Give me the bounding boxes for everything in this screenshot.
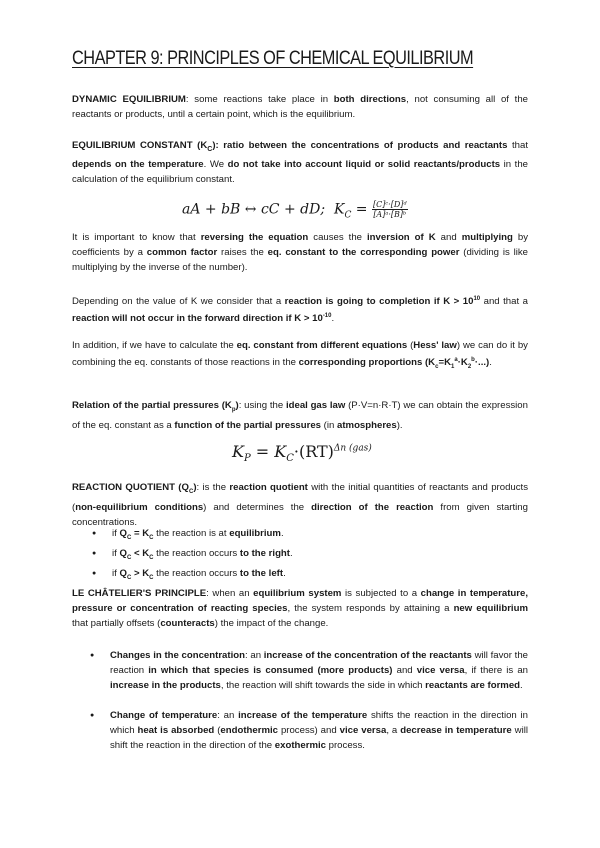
text: if [112,528,120,539]
text: process) and [278,725,340,736]
kc-subscript: C [286,453,294,465]
bold-text: increase in the products [110,680,221,691]
equals-sign: = [355,201,368,218]
bold-text: common factor [146,247,218,258]
bold-text: Relation of the partial pressures (K [72,400,232,411]
dynamic-term: DYNAMIC EQUILIBRIUM [72,94,186,105]
bold-text: reversing the equation [200,232,309,243]
bold-text: decrease in temperature [400,725,512,736]
text: from given starting concentrations. [72,501,528,528]
bold-text: Changes in the concentration [110,650,245,661]
equilibrium-constant-paragraph [72,138,528,187]
bold-text: non-equilibrium conditions [75,501,204,513]
rt-term: ·(RT) [293,442,334,461]
bold-text: < K [131,547,150,559]
text: that [507,140,529,151]
le-chatelier-paragraph [72,586,528,631]
text: Depending on the value of K we consider that a [72,296,285,308]
completion-paragraph [72,292,528,326]
text: causes the [308,232,368,243]
text: , the reaction will shift towards the side in which [220,680,426,691]
bold-text: ) [193,482,197,493]
bold-text: > K [131,567,150,579]
text: ) and determines the [203,501,312,513]
subscript: p [231,406,236,413]
text: if [112,547,120,559]
text: ). [396,419,403,431]
bold-text: ·...) [474,357,490,369]
bold-text: Change of temperature [110,710,218,721]
list-item [92,526,512,546]
bold-text: exothermic [274,740,326,751]
text: will favor the reaction [110,650,528,676]
constant-term: EQUILIBRIUM CONSTANT (K [72,140,208,151]
list-item [92,546,512,566]
bold-text: to the right [239,547,290,559]
subscript: 1 [451,364,455,371]
text: (in [321,419,338,431]
list-item [90,708,528,753]
superscript: -10 [322,313,332,320]
bold-text: new equilibrium [453,603,528,614]
text: . [280,528,284,539]
text: ( [214,725,221,736]
text: process. [325,740,365,751]
subscript: C [149,534,154,541]
bold-text: increase of the temperature [238,710,368,721]
subscript: 2 [467,364,472,371]
text: : when an [206,588,254,599]
text: shifts the reaction in the direction in which [110,710,528,736]
text: . [331,313,335,325]
subscript: C [207,145,213,153]
bold-text: both directions [333,94,407,105]
bold-text: Hess' law [413,340,457,351]
bold-text: Q [119,528,127,539]
superscript: a [454,357,458,363]
subscript: c [435,364,439,371]
bold-text: REACTION QUOTIENT (Q [72,482,189,493]
bold-text: in which that species is consumed (more products) [148,665,393,676]
superscript: b [471,357,475,363]
text: with the initial quantities of reactants and products ( [72,482,528,513]
kp-symbol: K [232,442,244,461]
bold-text: multiplying [461,232,513,243]
subscript: C [126,554,132,561]
bold-text: =K [438,357,451,369]
bold-text: corresponding proportions (K [298,357,436,369]
bold-text: vice versa [416,665,465,676]
bold-text: function of the partial pressures [174,419,322,431]
text: : some reactions take place in [185,94,334,105]
text: is subjected to a [341,588,421,599]
chapter-title: CHAPTER 9: PRINCIPLES OF CHEMICAL EQUILIBRIUM [72,48,474,69]
text: (dividing is like multiplying by the inverse of the number). [72,247,528,273]
bold-text: inversion of K [367,232,436,243]
text: in the calculation of the equilibrium constant. [72,158,529,185]
bold-text: ·K [457,357,468,369]
text: by coefficients by a [72,232,528,258]
bold-text: change in temperature, pressure or concentration of reacting species [72,588,529,614]
text: and that a [480,296,528,308]
text: . [489,357,492,369]
text: : an [217,710,239,721]
reversing-paragraph [72,230,528,275]
text: ) the impact of the change. [214,618,329,629]
text: that partially offsets ( [72,618,161,629]
concentration-fraction [372,200,408,219]
text: . [520,680,523,691]
bold-text: do not take into account liquid or solid reactants/products [227,158,501,170]
text: , a [386,725,401,736]
bold-text: heat is absorbed [137,725,215,736]
bold-text: ideal gas law [285,400,346,411]
equilibrium-constant-equation [182,200,408,220]
bold-text: eq. constant to the corresponding power [267,247,460,258]
text: raises the [217,247,268,258]
text: . [289,547,293,559]
bold-text: reaction will not occur in the forward direction if K > 10 [72,313,323,325]
bold-text: = K [131,528,150,539]
reaction-expression: aA + bB ↔ cC + dD; [182,201,326,218]
bold-text: equilibrium [229,528,281,539]
text: , the system responds by attaining a [287,603,454,614]
list-item [92,566,512,586]
text: In addition, if we have to calculate the [72,340,237,351]
text: . We [203,158,228,170]
bold-text: reaction quotient [229,482,308,493]
bold-text: depends on the temperature [72,158,204,170]
partial-pressures-paragraph [72,398,528,433]
text: will shift the reaction in the direction of the [110,725,528,751]
k-symbol: K [333,201,345,218]
text: It is important to know that [72,232,201,243]
bold-text: atmospheres [337,419,397,431]
reaction-quotient-paragraph [72,480,528,530]
fraction-numerator: [C]ᶜ·[D]ᵈ [372,200,407,209]
le-chatelier-changes-list [90,648,528,753]
bold-text: Q [119,547,127,559]
bold-text: direction of the reaction [311,501,434,513]
bold-text: vice versa [339,725,387,736]
text: the reaction is at [153,528,230,539]
bold-text: reaction is going to completion if K > 10 [284,296,474,308]
text: : using the [238,400,286,411]
text: the reaction occurs [153,567,240,579]
bold-text: equilibrium system [253,588,342,599]
text: : an [244,650,264,661]
text: the reaction occurs [153,547,240,559]
text: . [283,567,286,579]
bold-text: counteracts [160,618,215,629]
delta-n-exponent: Δn (gas) [333,443,372,454]
bold-text: eq. constant from different equations [236,340,408,351]
bold-text: endothermic [220,725,278,736]
text: if [112,567,120,579]
subscript: C [188,488,194,495]
bold-text: ) [235,400,239,411]
text: , not consuming all of the reactants or products, until a certain point, which is the equilibrium. [72,94,528,120]
text: ) we can do it by combining the eq. constants of those reactions in the [72,340,528,369]
hess-law-paragraph [72,338,528,375]
bold-text: reactants are formed [425,680,521,691]
kp-subscript: P [243,453,251,465]
subscript: C [149,554,154,561]
kc-symbol: = K [250,442,287,461]
text: and [392,665,417,676]
quotient-conditions-list [92,526,512,586]
bold-text: increase of the concentration of the reactants [263,650,472,661]
bold-text: LE CHÂTELIER'S PRINCIPLE [72,588,207,599]
text: : is the [196,482,230,493]
subscript: C [126,534,132,541]
text: (P·V=n·R·T) we can obtain the expression of the eq. constant as a [72,400,528,431]
list-item [90,648,528,693]
dynamic-equilibrium-paragraph [72,92,528,122]
superscript: 10 [473,296,481,302]
fraction-denominator: [A]ᵃ·[B]ᵇ [373,210,407,219]
bold-text: ): ratio between the concentrations of products and reactants [212,140,508,151]
bold-text: Q [119,567,127,579]
bold-text: to the left [239,567,284,579]
text: ( [407,340,414,351]
k-subscript: C [344,210,352,221]
text: and [435,232,462,243]
subscript: C [126,574,132,581]
kp-equation [232,442,372,464]
subscript: C [149,574,154,581]
text: , if there is an [464,665,529,676]
